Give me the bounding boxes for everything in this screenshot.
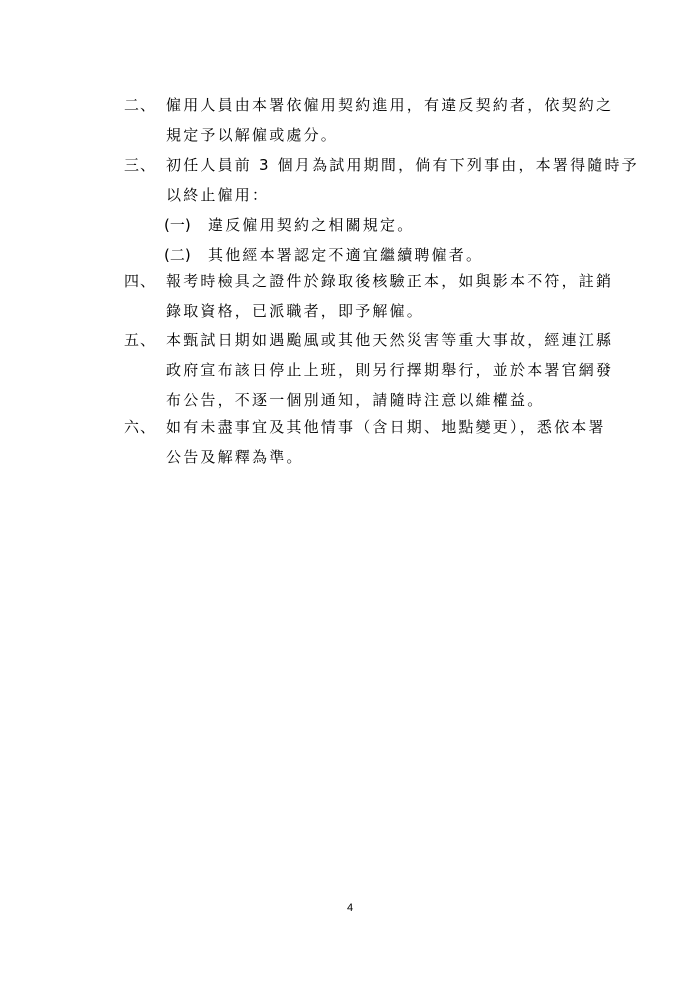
item-text-line: 公告及解釋為準。	[166, 448, 304, 466]
item-text-line: 錄取資格，已派職者，即予解僱。	[166, 302, 425, 320]
item-text-line: 政府宣布該日停止上班，則另行擇期舉行，並於本署官網發	[166, 361, 614, 379]
item-text-line: 如有未盡事宜及其他情事（含日期、地點變更），悉依本署	[166, 418, 606, 436]
item-marker: 二、	[124, 96, 157, 114]
item-text-line: 本甄試日期如遇颱風或其他天然災害等重大事故，經連江縣	[166, 331, 614, 349]
subitem-marker: (一)	[164, 216, 191, 234]
item-text-line: 初任人員前 3 個月為試用期間，倘有下列事由，本署得隨時予	[166, 156, 639, 174]
item-text-line: 規定予以解僱或處分。	[166, 126, 339, 144]
page-number: 4	[346, 902, 354, 914]
item-text-line: 報考時檢具之證件於錄取後核驗正本，如與影本不符，註銷	[166, 272, 614, 290]
item-text-line: 以終止僱用：	[166, 186, 270, 204]
item-marker: 六、	[124, 418, 157, 436]
subitem-marker: (二)	[164, 246, 191, 264]
subitem-text: 其他經本署認定不適宜繼續聘僱者。	[208, 246, 484, 264]
item-marker: 四、	[124, 272, 157, 290]
subitem-text: 違反僱用契約之相關規定。	[208, 216, 415, 234]
item-marker: 三、	[124, 156, 157, 174]
item-text-line: 布公告，不逐一個別通知，請隨時注意以維權益。	[166, 391, 545, 409]
item-marker: 五、	[124, 331, 157, 349]
item-text-line: 僱用人員由本署依僱用契約進用，有違反契約者，依契約之	[166, 96, 614, 114]
